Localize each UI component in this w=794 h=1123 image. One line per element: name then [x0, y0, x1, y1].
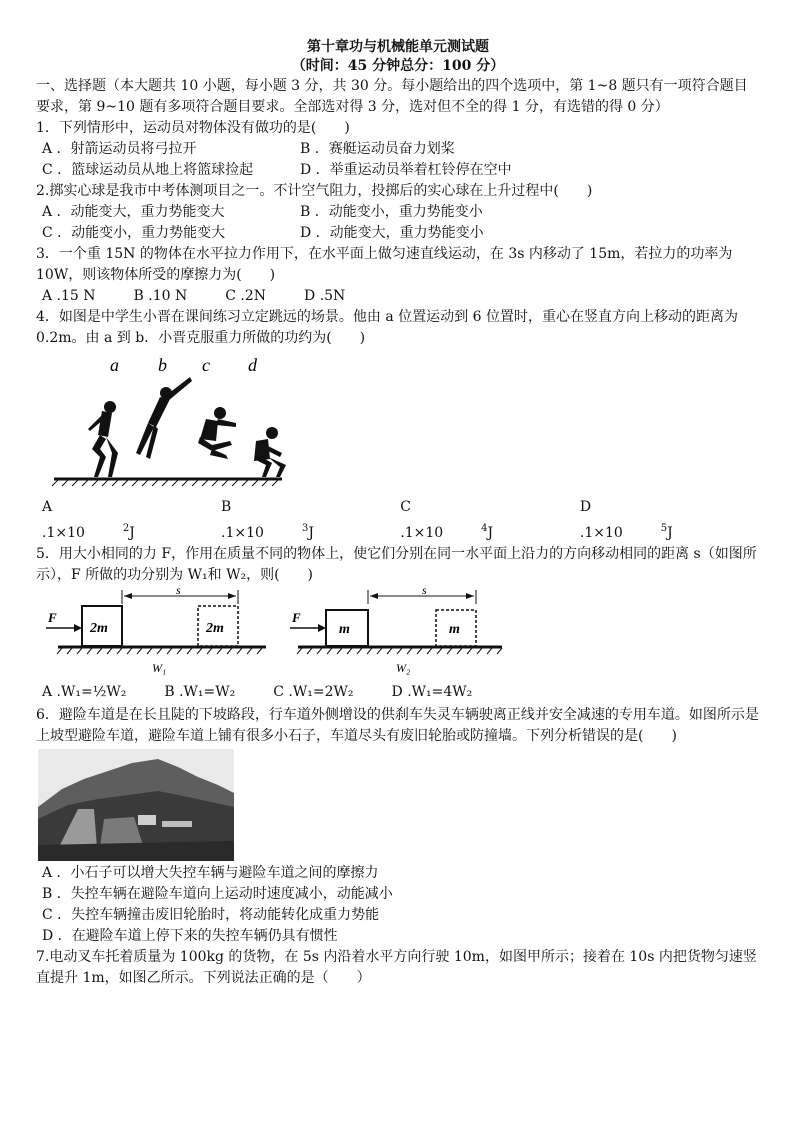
distance-label-1: s: [176, 585, 181, 597]
q6-option-a: A ．小石子可以增大失控车辆与避险车道之间的摩擦力: [42, 864, 379, 881]
q4-options: [36, 497, 760, 544]
jumper-c: [198, 407, 236, 459]
q5-options: [36, 682, 760, 703]
diagram-w1: [46, 586, 266, 675]
q3-option-b: B .10 N: [133, 288, 188, 304]
q3-option-d: D .5N: [304, 288, 346, 304]
jump-ground-hatch: [52, 480, 278, 486]
q3-option-c: C .2N: [225, 288, 267, 304]
q2-option-d: D ．动能变大，重力势能变小: [300, 225, 484, 241]
work-label-2: W₂: [396, 660, 411, 675]
work-label-1: W₁: [152, 660, 167, 675]
distance-label-2: s: [422, 585, 427, 597]
page-subtitle: （时间：45 分钟总分：100 分）: [291, 58, 505, 74]
page-title: 第十章功与机械能单元测试题: [307, 39, 489, 55]
q2-options-row2: [36, 223, 760, 244]
q3-options: [36, 286, 760, 307]
long-jump-figure: [36, 349, 760, 497]
q6-option-b: B ．失控车辆在避险车道向上运动时速度减小，动能减小: [42, 885, 393, 902]
q4-option-d: D .1×10 $^5$J: [579, 499, 673, 541]
q3-stem: 3．一个重 15N 的物体在水平拉力作用下，在水平面上做匀速直线运动，在 3s 内移动了 15m，若拉力的功率为 10W，则该物体所受的摩擦力为( ): [36, 246, 733, 283]
section-intro: 一、选择题（本大题共 10 小题，每小题 3 分，共 30 分。每小题给出的四个选项中，第 1~8 题只有一项符合题目要求，第 9~10 题有多项符合题目要求。全部选对得 3 分，选对但不全的得 1 分，有选错的得 0 分）: [36, 78, 748, 115]
q1-option-a: A ．射箭运动员将弓拉开: [42, 141, 197, 157]
escape-ramp-photo: [36, 747, 760, 863]
diagram-w2: [290, 586, 502, 675]
jump-label-b: b: [158, 355, 167, 375]
jumper-a: [88, 401, 118, 477]
jump-label-c: c: [202, 355, 210, 375]
q4-stem: 4．如图是中学生小晋在课间练习立定跳远的场景。他由 a 位置运动到 6 位置时，重心在竖直方向上移动的距离为 0.2m。由 a 到 b．小晋克服重力所做的功约为( ): [36, 309, 738, 346]
q5-option-b: B .W₁=W₂: [164, 683, 236, 700]
q5-option-a: A .W₁=½W₂: [42, 683, 127, 700]
q4-option-c: C .1×10 $^4$J: [400, 499, 494, 541]
q2-option-a: A ．动能变大，重力势能变大: [42, 204, 225, 220]
q1-option-d: D ．举重运动员举着杠铃停在空中: [300, 162, 512, 178]
q2-stem: 2.掷实心球是我市中考体测项目之一。不计空气阻力，投掷后的实心球在上升过程中( ): [36, 183, 593, 199]
q1-stem: 1．下列情形中，运动员对物体没有做功的是( ): [36, 120, 350, 136]
force-blocks-figure: [36, 586, 760, 678]
q3-option-a: A .15 N: [42, 288, 96, 304]
mass-label-2a: m: [339, 621, 350, 637]
q2-option-c: C ．动能变小，重力势能变大: [42, 225, 226, 241]
q6-stem: 6．避险车道是在长且陡的下坡路段，行车道外侧增设的供刹车失灵车辆驶离正线并安全减速的专用车道。如图所示是上坡型避险车道，避险车道上铺有很多小石子，车道尽头有废旧轮胎或防撞墙。下列分析错误的是( ): [36, 706, 759, 744]
long-jump-svg: [50, 349, 350, 497]
exam-page: [36, 38, 760, 989]
jump-label-a: a: [110, 355, 119, 375]
q1-options-row1: [36, 139, 760, 160]
q4-option-a: A .1×10 $^2$J: [42, 499, 135, 541]
force-arrow-2: [318, 624, 326, 632]
q4-option-b: B .1×10 $^3$J: [221, 499, 314, 541]
q6-option-d: D ．在避险车道上停下来的失控车辆仍具有惯性: [42, 927, 338, 944]
jumper-b: [136, 377, 192, 459]
mass-label-1b: 2m: [206, 620, 224, 636]
q5-option-d: D .W₁=4W₂: [391, 683, 473, 700]
force-blocks-svg: [36, 586, 756, 678]
force-label-2: F: [292, 609, 301, 625]
force-label-1: F: [48, 609, 57, 625]
jumper-d: [254, 427, 286, 477]
q5-stem: 5．用大小相同的力 F，作用在质量不同的物体上，使它们分别在同一水平面上沿力的方向移动相同的距离 s（如图所示），F 所做的功分别为 W₁和 W₂，则( ): [36, 545, 757, 583]
q2-options-row1: [36, 202, 760, 223]
q7-stem: 7.电动叉车托着质量为 100kg 的货物，在 5s 内沿着水平方向行驶 10m，如图甲所示；接着在 10s 内把货物匀速竖直提升 1m，如图乙所示。下列说法正确的是（ ）: [36, 948, 757, 986]
q2-option-b: B ．动能变小，重力势能变小: [300, 204, 483, 220]
q1-option-b: B ．赛艇运动员奋力划桨: [300, 141, 455, 157]
mass-label-2b: m: [449, 621, 460, 637]
escape-ramp-svg: [38, 749, 234, 861]
q6-option-c: C ．失控车辆撞击废旧轮胎时，将动能转化成重力势能: [42, 906, 380, 923]
jump-label-d: d: [248, 355, 257, 375]
q1-option-c: C ．篮球运动员从地上将篮球捡起: [42, 162, 254, 178]
q1-options-row2: [36, 160, 760, 181]
mass-label-1a: 2m: [90, 620, 108, 636]
force-arrow-1: [74, 624, 82, 632]
q5-option-c: C .W₁=2W₂: [273, 683, 354, 700]
